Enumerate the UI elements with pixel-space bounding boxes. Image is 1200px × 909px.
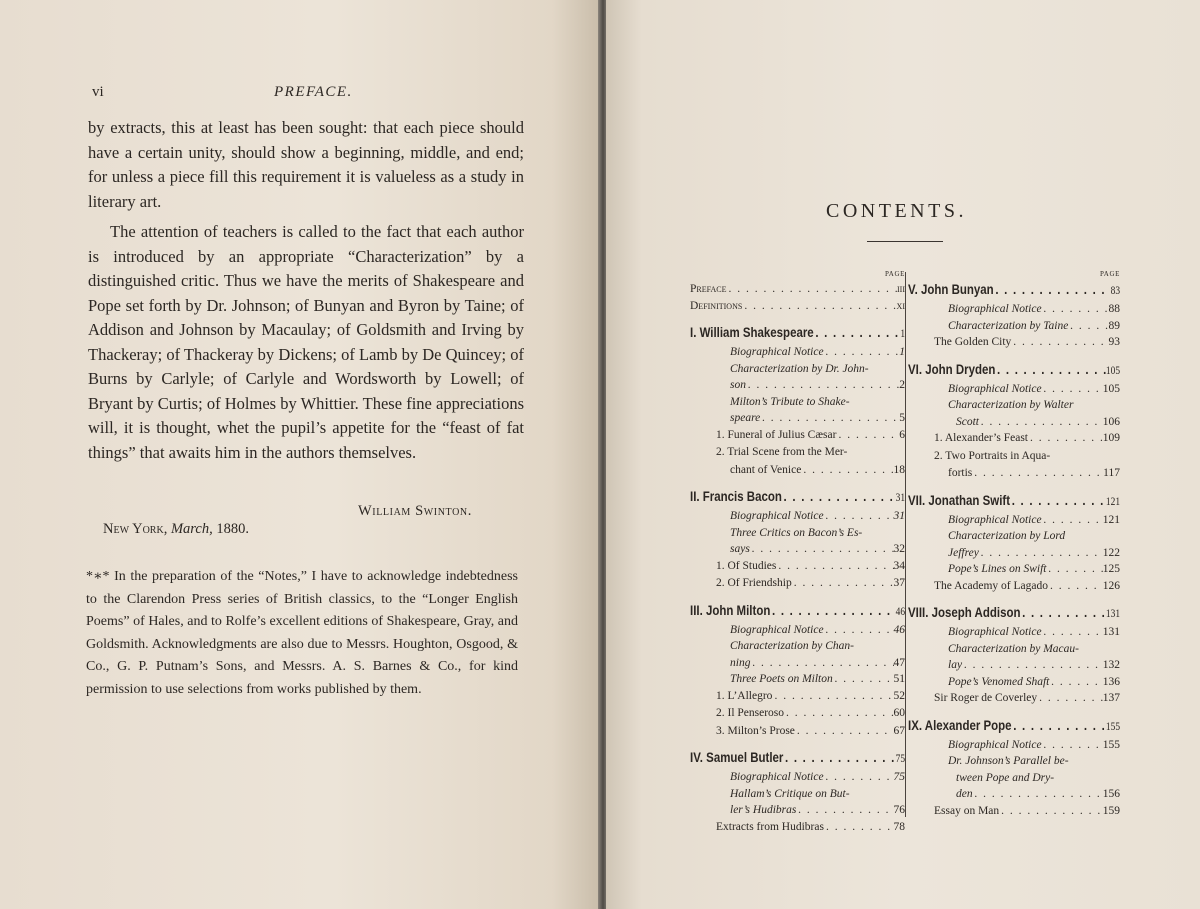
footnote: *∗* In the preparation of the “Notes,” I have to acknowledge indebtedness to the Clarendon Press series of British classics, to the “Longer English Poems” of Hales, and to Rolfe’s excellent editions of Shakespeare, Gray, and Goldsmith. Acknowledgments are also due to Messrs. Houghton, Osgood, & Co., G. P. Putnam’s Sons, and Messrs. A. S. Barnes & Co., for kind permission to use selections from works published by them. — [86, 569, 518, 697]
toc-entry[interactable]: Characterization by Taine . . . 89 — [908, 318, 1120, 335]
toc-entry[interactable]: 1. Alexander’s Feast . . . 109 — [908, 430, 1120, 448]
date-month: March, — [170, 521, 213, 537]
toc-entry[interactable]: Definitions . . . xi — [690, 298, 905, 315]
toc-entry[interactable]: Biographical Notice . . . 155 — [908, 737, 1120, 754]
toc-author-shakespeare[interactable]: I. William Shakespeare . . . 1 — [690, 322, 905, 344]
toc-entry[interactable]: Hallam’s Critique on But- ler’s Hudibras . . . 76 — [690, 786, 905, 819]
preface-body — [88, 116, 524, 465]
toc-entry[interactable]: Pope’s Venomed Shaft . . . 136 — [908, 674, 1120, 691]
toc-entry[interactable]: Extracts from Hudibras . . . 78 — [690, 819, 905, 837]
column-divider — [905, 272, 906, 817]
toc-entry[interactable]: 1. L’Allegro . . . 52 — [690, 688, 905, 706]
preface-paragraph-1: by extracts, this at least has been sought: that each piece should have a certain unity, should show a beginning, middle, and end; for unless a piece fill this requirement it is valueless as a study in literary art. — [88, 118, 524, 211]
toc-entry[interactable]: Characterization by Lord Jeffrey . . . 122 — [908, 528, 1120, 561]
title-rule — [867, 241, 943, 242]
toc-entry[interactable]: 2. Of Friendship . . . 37 — [690, 575, 905, 593]
toc-entry[interactable]: Milton’s Tribute to Shake- speare . . . 5 — [690, 394, 905, 427]
toc-entry[interactable]: Three Poets on Milton . . . 51 — [690, 671, 905, 688]
toc-author-milton[interactable]: III. John Milton . . . 46 — [690, 600, 905, 622]
running-title: PREFACE. — [274, 84, 353, 100]
folio: vi — [92, 84, 104, 100]
toc-entry[interactable]: Biographical Notice . . . 88 — [908, 301, 1120, 318]
toc-entry[interactable]: Characterization by Macau- lay . . . 132 — [908, 641, 1120, 674]
toc-entry[interactable]: Biographical Notice . . . 1 — [690, 344, 905, 361]
toc-entry[interactable]: Biographical Notice . . . 46 — [690, 622, 905, 639]
toc-author-bunyan[interactable]: V. John Bunyan . . . 83 — [908, 279, 1120, 301]
toc-entry[interactable]: Sir Roger de Coverley . . . 137 — [908, 690, 1120, 708]
toc-entry[interactable]: 3. Milton’s Prose . . . 67 — [690, 723, 905, 741]
toc-author-pope[interactable]: IX. Alexander Pope . . . 155 — [908, 715, 1120, 737]
toc-author-bacon[interactable]: II. Francis Bacon . . . 31 — [690, 486, 905, 508]
date-year: 1880. — [216, 521, 249, 537]
toc-entry[interactable]: 1. Of Studies . . . 34 — [690, 558, 905, 576]
page-label: PAGE — [884, 270, 905, 278]
toc-entry[interactable]: Essay on Man . . . 159 — [908, 803, 1120, 821]
signature: William Swinton. — [358, 503, 472, 519]
toc-author-addison[interactable]: VIII. Joseph Addison . . . 131 — [908, 602, 1120, 624]
preface-paragraph-2: The attention of teachers is called to the fact that each author is introduced by an appropriate “Characterization” by a distinguished critic. Thus we have the merits of Shakespeare and Pope set forth by Dr. Johnson; of Bunyan and Byron by Taine; of Addison and Johnson by Macaulay; of Goldsmith and Irving by Thackeray; of Thackeray by Dickens; of Lamb by De Quincey; of Burns by Carlyle; of Carlyle and Wordsworth by Lowell; of Bryant by Curtis; of Holmes by Whittier. These fine appreciations will, it is thought, whet the pupil’s appetite for the “feast of fat things” that awaits him in the authors themselves. — [88, 222, 524, 462]
toc-author-butler[interactable]: IV. Samuel Butler . . . 75 — [690, 747, 905, 769]
toc-entry[interactable]: Characterization by Chan- ning . . . 47 — [690, 638, 905, 671]
toc-entry[interactable]: Biographical Notice . . . 75 — [690, 769, 905, 786]
toc-entry[interactable]: The Academy of Lagado . . . 126 — [908, 578, 1120, 596]
toc-author-dryden[interactable]: VI. John Dryden . . . 105 — [908, 359, 1120, 381]
toc-entry[interactable]: 2. Il Penseroso . . . 60 — [690, 705, 905, 723]
page-label: PAGE — [1099, 270, 1120, 278]
toc-entry[interactable]: Biographical Notice . . . 105 — [908, 381, 1120, 398]
contents-title: CONTENTS. — [826, 200, 967, 222]
toc-entry[interactable]: Biographical Notice . . . 121 — [908, 512, 1120, 529]
toc-entry[interactable]: Characterization by Dr. John- son . . . 2 — [690, 361, 905, 394]
toc-entry[interactable]: Biographical Notice . . . 31 — [690, 508, 905, 525]
toc-entry[interactable]: 2. Two Portraits in Aqua- fortis . . . 117 — [908, 448, 1120, 483]
contents-column-left — [690, 270, 905, 836]
place-date — [103, 521, 249, 538]
toc-entry[interactable]: 1. Funeral of Julius Cæsar . . . 6 — [690, 427, 905, 445]
contents-column-right — [908, 270, 1120, 820]
toc-entry[interactable]: Pope’s Lines on Swift . . . 125 — [908, 561, 1120, 578]
toc-entry[interactable]: Three Critics on Bacon’s Es- says . . . 32 — [690, 525, 905, 558]
toc-entry[interactable]: Dr. Johnson’s Parallel be- tween Pope and Dry- den . . . 156 — [908, 753, 1120, 803]
toc-entry[interactable]: 2. Trial Scene from the Mer- chant of Venice . . . 18 — [690, 444, 905, 479]
toc-entry[interactable]: Biographical Notice . . . 131 — [908, 624, 1120, 641]
toc-entry[interactable]: Characterization by Walter Scott . . . 106 — [908, 397, 1120, 430]
place: New York, — [103, 521, 168, 537]
toc-entry[interactable]: Preface . . . iii — [690, 281, 905, 298]
toc-author-swift[interactable]: VII. Jonathan Swift . . . 121 — [908, 490, 1120, 512]
toc-entry[interactable]: The Golden City . . . 93 — [908, 334, 1120, 352]
